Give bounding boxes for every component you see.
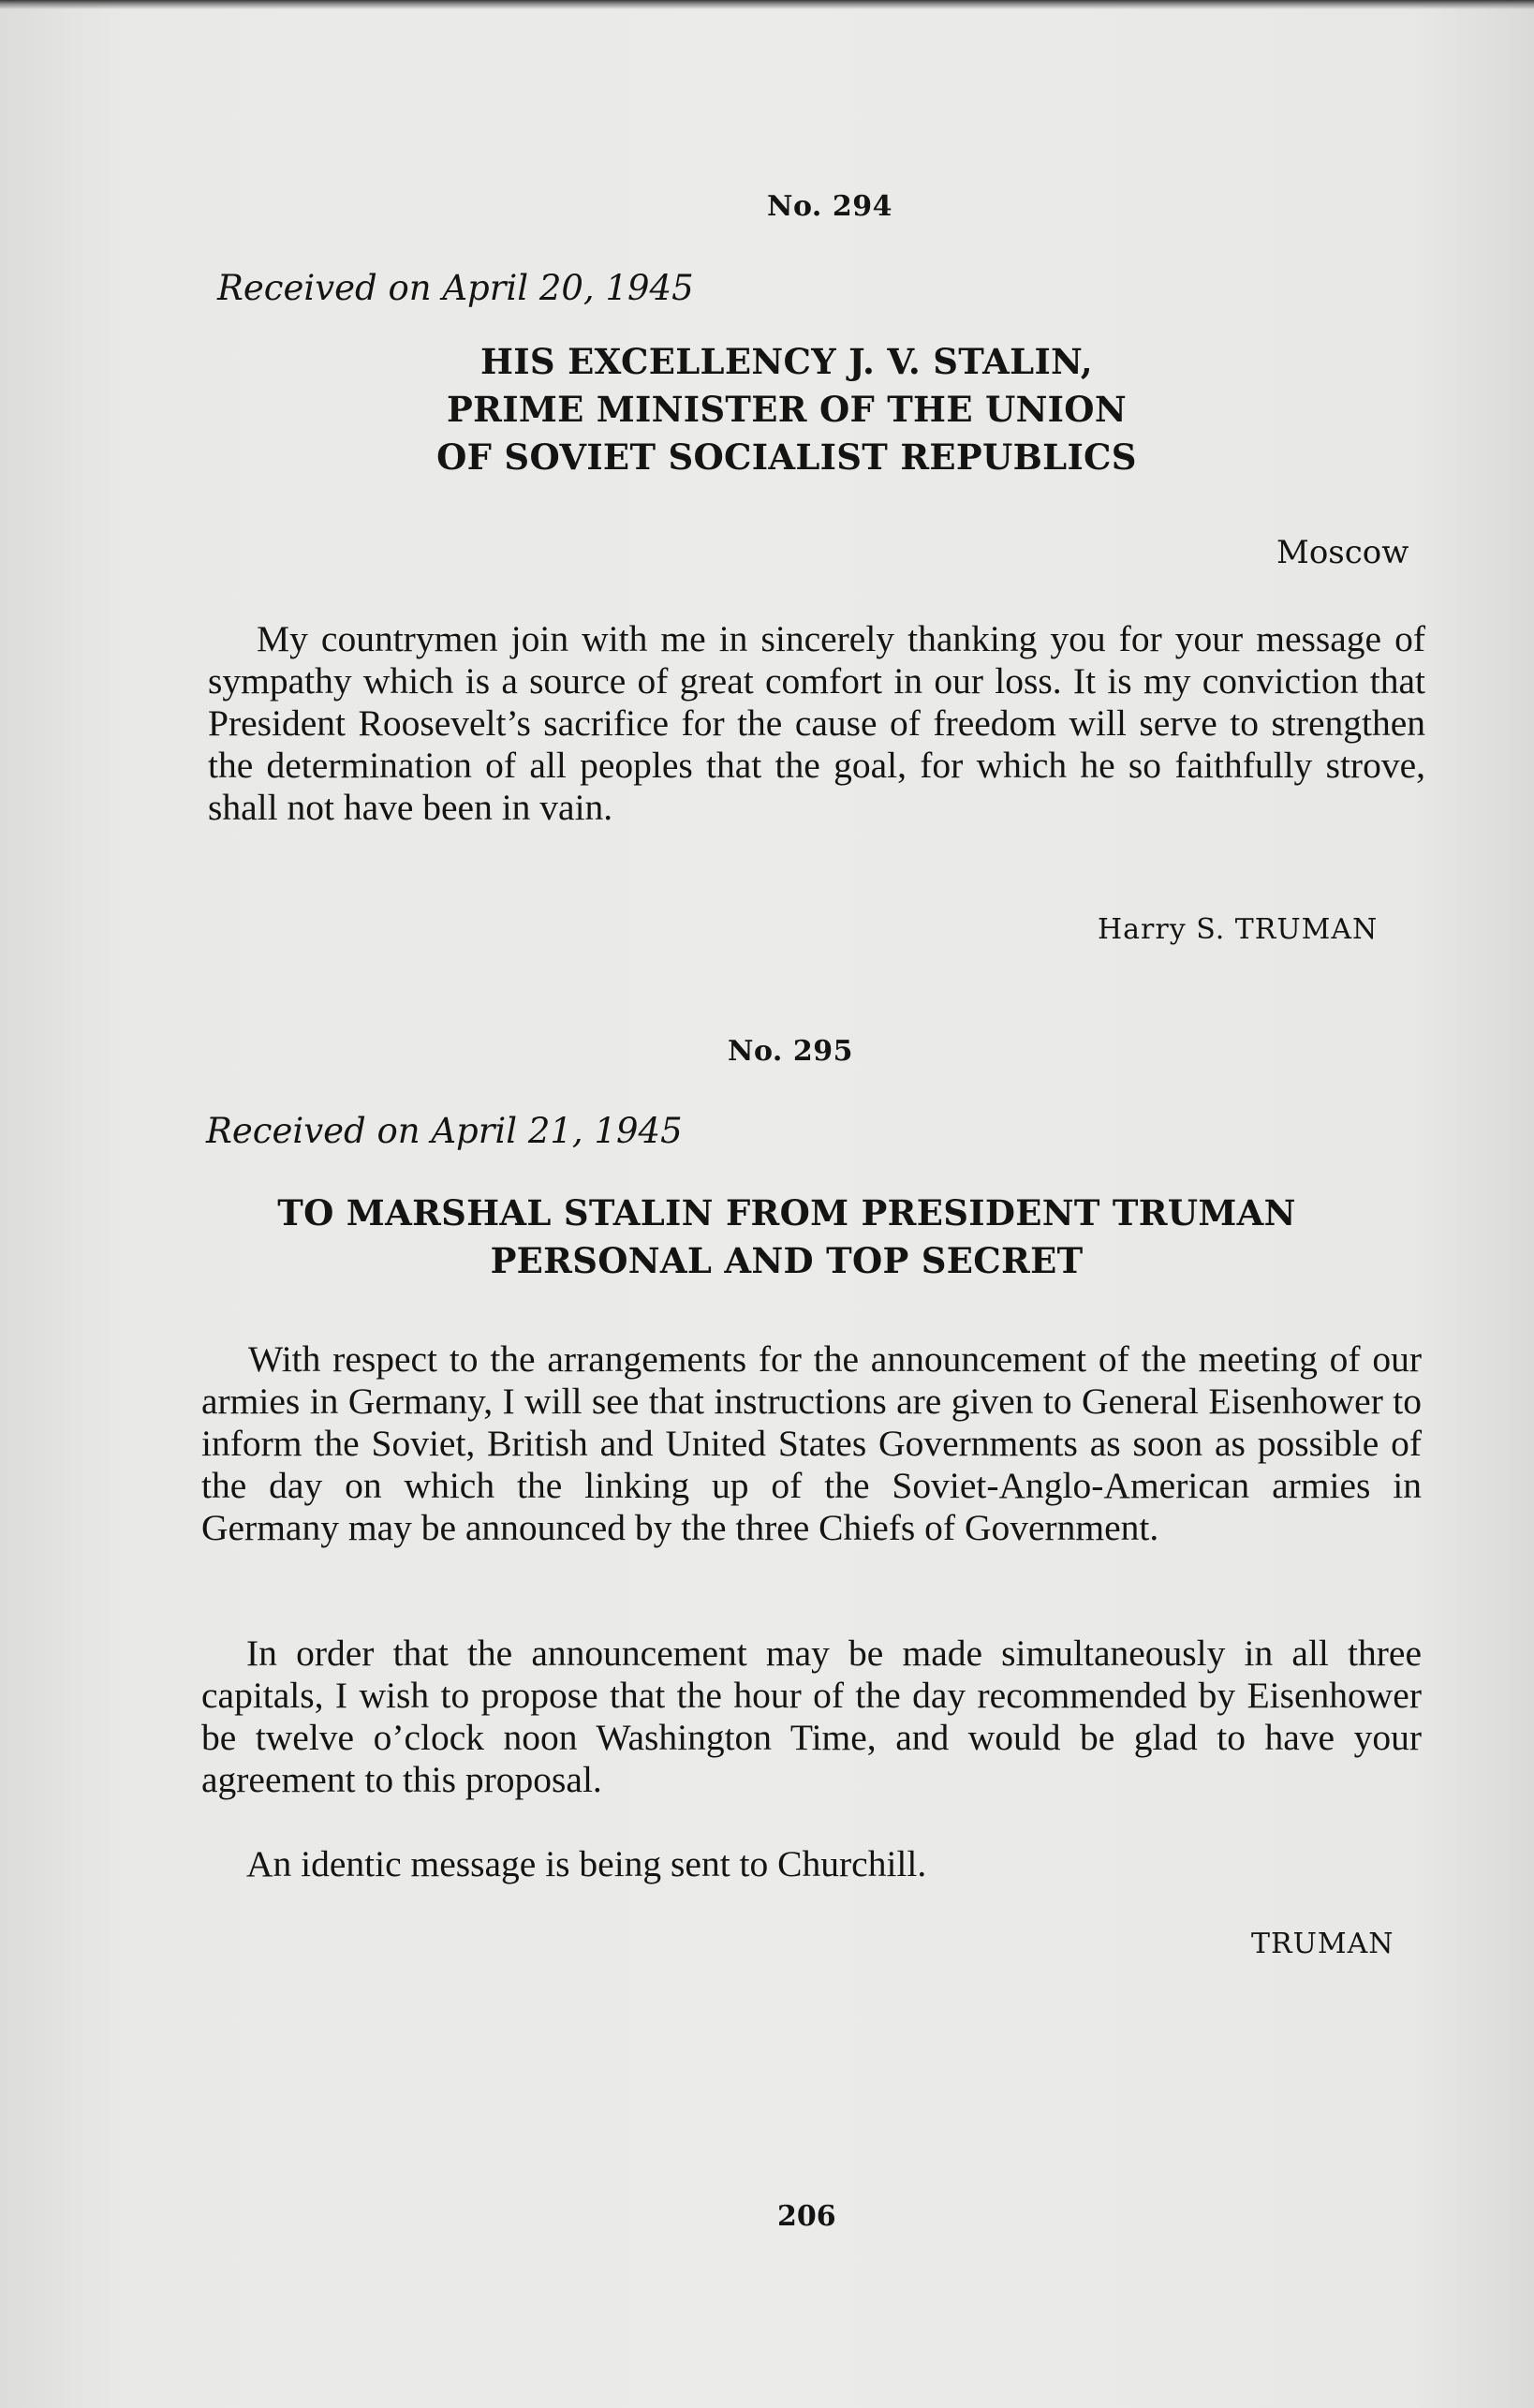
doc-295-heading <box>234 1189 1339 1285</box>
page-number: 206 <box>777 2200 836 2233</box>
doc-294-heading-line-3: OF SOVIET SOCIALIST REPUBLICS <box>436 436 1137 478</box>
doc-294-heading-line-1: HIS EXCELLENCY J. V. STALIN, <box>480 341 1093 382</box>
doc-295-paragraph-2: In order that the announcement may be made simultaneously in all three capitals, I wish to propose that the hour of the day recommended by Eisenhower be twelve o’clock noon Washington Time, and would be glad to have your agreement to this proposal. <box>201 1632 1422 1800</box>
doc-295-received-date: Received on April 21, 1945 <box>206 1111 683 1151</box>
doc-295-heading-line-1: TO MARSHAL STALIN FROM PRESIDENT TRUMAN <box>277 1192 1296 1234</box>
doc-294-signature: Harry S. TRUMAN <box>1098 913 1379 946</box>
doc-294-heading-line-2: PRIME MINISTER OF THE UNION <box>447 389 1127 430</box>
doc-295-number: No. 295 <box>728 1035 853 1068</box>
scan-top-edge <box>0 0 1534 9</box>
doc-294-received-date: Received on April 20, 1945 <box>217 268 694 308</box>
doc-295-heading-line-2: PERSONAL AND TOP SECRET <box>490 1240 1084 1281</box>
doc-294-heading <box>318 338 1255 481</box>
doc-294-paragraph-1: My countrymen join with me in sincerely thanking you for your message of sympathy which is a source of great comfort in our loss. It is my conviction that President Roosevelt’s sacrifice for the cause of freedom will serve to strengthen the determination of all peoples that the goal, for which he so faithfully strove, shall not have been in vain. <box>208 618 1425 828</box>
doc-295-paragraph-1: With respect to the arrangements for the announcement of the meeting of our armies in Germany, I will see that instructions are given to General Eisenhower to inform the Soviet, British and United States Governments as soon as possible of the day on which the linking up of the Soviet-Anglo-American armies in Germany may be announced by the three Chiefs of Government. <box>201 1338 1422 1548</box>
doc-294-place: Moscow <box>1276 534 1409 571</box>
doc-295-paragraph-3: An identic message is being sent to Churchill. <box>246 1843 927 1884</box>
doc-294-number: No. 294 <box>767 190 892 223</box>
doc-295-signature: TRUMAN <box>1251 1928 1394 1960</box>
